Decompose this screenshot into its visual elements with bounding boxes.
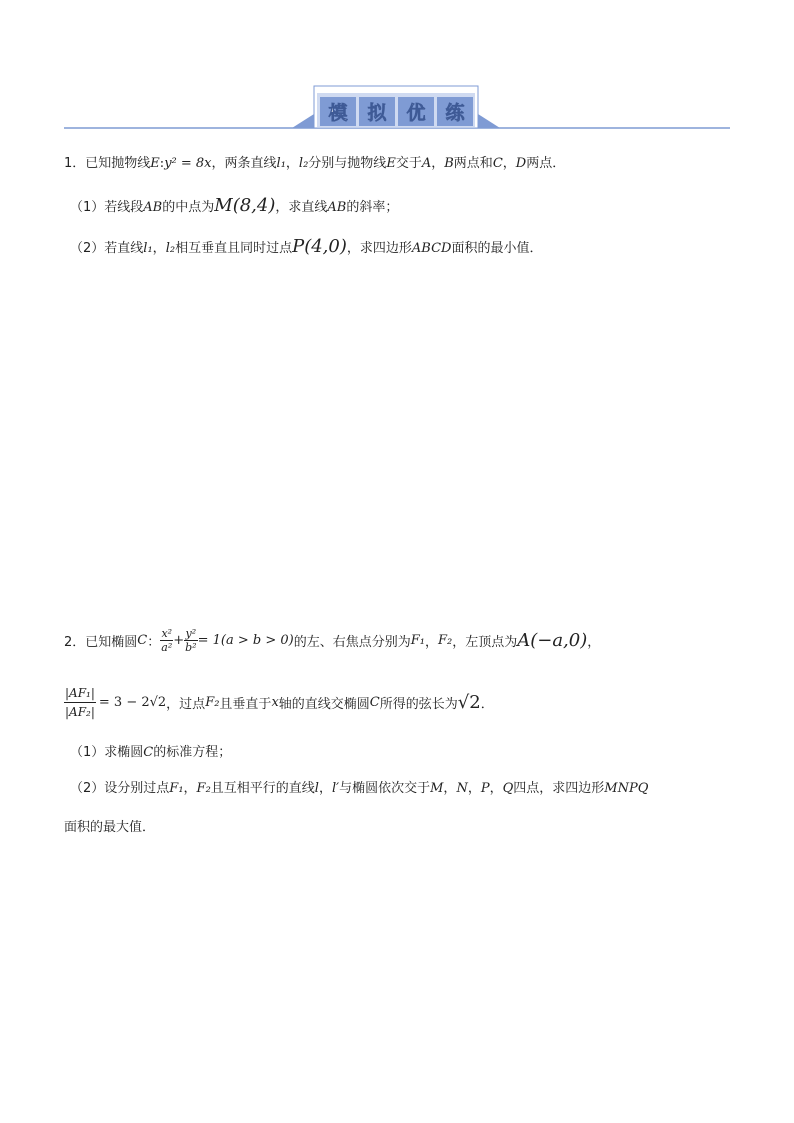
- q2-math: M: [430, 781, 444, 796]
- q1-text: 分别与抛物线: [308, 156, 387, 171]
- q2-math: l′: [331, 781, 340, 796]
- q1-part2-number: （2）: [70, 241, 105, 256]
- q1-part1-number: （1）: [70, 200, 105, 215]
- q1-text: ，求四边形: [346, 241, 412, 256]
- q2-fraction-y: [184, 627, 197, 654]
- q1-math: A: [421, 156, 432, 171]
- q1-text: 已知抛物线: [85, 156, 151, 171]
- q1-text: 面积的最小值．: [451, 241, 543, 256]
- q2-math: = 1(a > b > 0): [197, 632, 294, 648]
- q2-math: x: [271, 694, 279, 710]
- q1-math: B: [444, 156, 454, 171]
- q2-math: F₂: [196, 781, 211, 796]
- q1-text: 的中点为: [162, 200, 215, 215]
- q1-math: E: [386, 156, 396, 171]
- q2-frac-num: y²: [185, 626, 197, 640]
- q2-text: 且垂直于: [219, 696, 272, 712]
- q2-text: 且互相平行的直线: [210, 781, 315, 796]
- q1-text: 的斜率；: [346, 200, 399, 215]
- q2-frac-den: |AF₂|: [65, 704, 95, 719]
- q2-text: ，: [318, 781, 332, 796]
- q2-math: F₂: [437, 632, 453, 648]
- q1-math: D: [515, 156, 527, 171]
- q1-math: E: [150, 156, 160, 171]
- q1-math: y² = 8x: [164, 156, 212, 171]
- q1-text: ，求直线: [275, 200, 328, 215]
- q1-math: C: [492, 156, 503, 171]
- q2-text: ，: [424, 634, 438, 650]
- q2-part2: [70, 777, 648, 796]
- q1-math: AB: [327, 200, 347, 215]
- banner-char-2: 拟: [367, 102, 387, 124]
- q2-math: +: [173, 632, 185, 648]
- q2-text: 的标准方程；: [153, 745, 232, 760]
- q1-math: l₁: [143, 241, 153, 256]
- q2-text: ，: [587, 634, 601, 650]
- q1-text: 相互垂直且同时过点: [175, 241, 293, 256]
- banner-right-wing: [478, 114, 500, 128]
- q2-text: 设分别过点: [104, 781, 170, 796]
- q1-text: 若直线: [104, 241, 144, 256]
- banner-left-wing: [292, 114, 314, 128]
- q2-math: MNPQ: [604, 781, 649, 796]
- banner-char-1: 模: [328, 102, 348, 124]
- q2-math: C: [369, 694, 380, 710]
- banner-char-3: 优: [406, 102, 426, 124]
- q2-math: = 3 − 2√2: [98, 694, 167, 710]
- q2-frac-num: x²: [161, 626, 173, 640]
- q2-stem: [64, 620, 600, 660]
- q2-text: 四点，求四边形: [513, 781, 605, 796]
- q1-text: ，: [285, 156, 299, 171]
- q2-math: P: [480, 781, 490, 796]
- q1-number: 1．: [64, 156, 86, 171]
- q2-frac-den: a²: [161, 640, 173, 654]
- q2-part1-number: （1）: [70, 745, 105, 760]
- q1-text: 两点．: [526, 156, 566, 171]
- q1-math: l₁: [276, 156, 286, 171]
- q1-text: ，: [431, 156, 445, 171]
- q2-text: ，: [443, 781, 457, 796]
- q2-text: ，: [489, 781, 503, 796]
- q1-stem: 1．已知抛物线E:y² = 8x，两条直线l₁，l₂分别与抛物线E交于A，B两点和C，D两点．: [64, 156, 566, 171]
- q2-math: N: [456, 781, 468, 796]
- q1-math: l₂: [165, 241, 176, 256]
- q2-text: ，: [467, 781, 481, 796]
- q2-math: A(−a,0): [517, 629, 588, 651]
- q1-text: ，: [502, 156, 516, 171]
- q2-math: C: [143, 745, 154, 760]
- q2-math: √2: [457, 691, 481, 713]
- q1-text: 若线段: [104, 200, 144, 215]
- q2-math: F₁: [410, 632, 425, 648]
- q1-text: 两点和: [453, 156, 493, 171]
- q2-math: F₂: [205, 694, 220, 710]
- q1-text: ，: [152, 241, 166, 256]
- section-banner: [0, 0, 794, 140]
- q2-text: ，过点: [166, 696, 206, 712]
- q1-math: P(4,0): [292, 236, 347, 257]
- q2-frac-num: |AF₁|: [64, 684, 96, 703]
- q2-ratio-fraction: [64, 684, 96, 721]
- q2-part2-number: （2）: [70, 781, 105, 796]
- q2-text: 已知椭圆: [85, 634, 138, 650]
- q2-text: ，: [183, 781, 197, 796]
- q2-math: l: [314, 781, 319, 796]
- q2-text: ．: [480, 696, 494, 712]
- q2-fraction-x: [160, 627, 173, 654]
- q1-text: ，两条直线: [211, 156, 277, 171]
- q1-part1: [70, 195, 398, 216]
- banner-char-4: 练: [445, 102, 465, 124]
- q1-math: l₂: [298, 156, 309, 171]
- q2-part1: [70, 741, 231, 760]
- q2-part2-cont: [64, 816, 155, 835]
- q2-math: Q: [502, 781, 514, 796]
- q1-part2: [70, 236, 542, 257]
- q1-math: ABCD: [411, 241, 452, 256]
- q2-text: 求椭圆: [104, 745, 144, 760]
- q2-number: 2．: [64, 634, 86, 650]
- q2-text: 所得的弦长为: [379, 696, 458, 712]
- q2-text: 面积的最大值．: [64, 820, 156, 835]
- q2-frac-den: b²: [185, 640, 197, 654]
- q1-math: M(8,4): [214, 195, 276, 216]
- q1-math: AB: [143, 200, 163, 215]
- q2-text: 轴的直线交椭圆: [278, 696, 370, 712]
- q2-text: 的左、右焦点分别为: [293, 634, 411, 650]
- q2-text: ，左顶点为: [452, 634, 518, 650]
- q2-text: 与椭圆依次交于: [339, 781, 431, 796]
- q2-math: C: [137, 632, 148, 648]
- q2-text: ：: [147, 634, 161, 650]
- q2-stem-cont: [64, 680, 494, 724]
- q2-math: F₁: [169, 781, 184, 796]
- q1-text: 交于: [395, 156, 422, 171]
